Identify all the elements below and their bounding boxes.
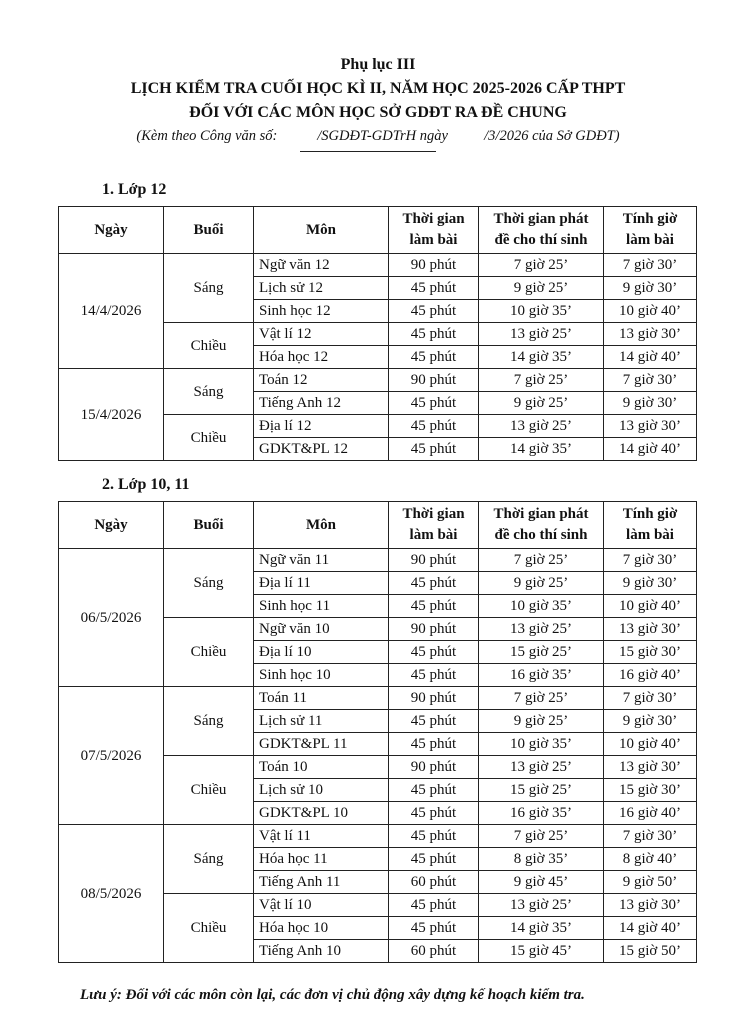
duration-cell: 45 phút (389, 277, 479, 300)
distribute-time-cell: 7 giờ 25’ (479, 369, 604, 392)
schedule-table-grade12 (58, 206, 697, 461)
duration-cell: 45 phút (389, 415, 479, 438)
distribute-time-cell: 10 giờ 35’ (479, 733, 604, 756)
table-row (59, 825, 697, 848)
distribute-time-cell: 7 giờ 25’ (479, 687, 604, 710)
exam-date: 07/5/2026 (59, 687, 164, 825)
header-subject: Môn (254, 502, 389, 549)
exam-session: Sáng (164, 549, 254, 618)
distribute-time-cell: 13 giờ 25’ (479, 894, 604, 917)
subject-cell: Địa lí 12 (254, 415, 389, 438)
duration-cell: 45 phút (389, 894, 479, 917)
distribute-time-cell: 9 giờ 25’ (479, 392, 604, 415)
start-time-cell: 7 giờ 30’ (604, 369, 697, 392)
exam-session: Chiều (164, 894, 254, 963)
subject-cell: GDKT&PL 12 (254, 438, 389, 461)
start-time-cell: 14 giờ 40’ (604, 438, 697, 461)
exam-session: Chiều (164, 618, 254, 687)
subject-cell: Ngữ văn 10 (254, 618, 389, 641)
distribute-time-cell: 15 giờ 25’ (479, 641, 604, 664)
header-session: Buổi (164, 207, 254, 254)
distribute-time-cell: 13 giờ 25’ (479, 415, 604, 438)
distribute-time-cell: 9 giờ 25’ (479, 572, 604, 595)
distribute-time-cell: 15 giờ 25’ (479, 779, 604, 802)
exam-date: 15/4/2026 (59, 369, 164, 461)
start-time-cell: 14 giờ 40’ (604, 917, 697, 940)
duration-cell: 60 phút (389, 871, 479, 894)
exam-session: Chiều (164, 323, 254, 369)
duration-cell: 45 phút (389, 323, 479, 346)
subject-cell: Hóa học 11 (254, 848, 389, 871)
footnote: Lưu ý: Đối với các môn còn lại, các đơn vị chủ động xây dựng kế hoạch kiểm tra. (80, 987, 585, 1003)
duration-cell: 45 phút (389, 917, 479, 940)
duration-cell: 60 phút (389, 940, 479, 963)
distribute-time-cell: 14 giờ 35’ (479, 438, 604, 461)
schedule-table-grade10-11 (58, 501, 697, 963)
subject-cell: GDKT&PL 10 (254, 802, 389, 825)
subject-cell: Hóa học 10 (254, 917, 389, 940)
exam-session: Sáng (164, 254, 254, 323)
document-title-line2: ĐỐI VỚI CÁC MÔN HỌC SỞ GDĐT RA ĐỀ CHUNG (189, 104, 567, 121)
start-time-cell: 9 giờ 30’ (604, 572, 697, 595)
subject-cell: Lịch sử 11 (254, 710, 389, 733)
exam-date: 08/5/2026 (59, 825, 164, 963)
subject-cell: Sinh học 11 (254, 595, 389, 618)
header-date: Ngày (59, 502, 164, 549)
distribute-time-cell: 9 giờ 25’ (479, 710, 604, 733)
exam-session: Sáng (164, 825, 254, 894)
subject-cell: Toán 12 (254, 369, 389, 392)
distribute-time-cell: 13 giờ 25’ (479, 756, 604, 779)
header-session: Buổi (164, 502, 254, 549)
duration-cell: 90 phút (389, 254, 479, 277)
distribute-time-cell: 9 giờ 45’ (479, 871, 604, 894)
table-header-row (59, 502, 697, 549)
section-title-grade10-11: 2. Lớp 10, 11 (102, 476, 190, 493)
subject-cell: Lịch sử 12 (254, 277, 389, 300)
header-start-time: Tính giờ làm bài (604, 207, 697, 254)
distribute-time-cell: 13 giờ 25’ (479, 618, 604, 641)
appendix-label: Phụ lục III (340, 56, 416, 73)
subject-cell: Toán 10 (254, 756, 389, 779)
reference-underline (300, 151, 436, 152)
duration-cell: 45 phút (389, 346, 479, 369)
duration-cell: 45 phút (389, 392, 479, 415)
start-time-cell: 9 giờ 50’ (604, 871, 697, 894)
header-duration: Thời gian làm bài (389, 207, 479, 254)
exam-date: 14/4/2026 (59, 254, 164, 369)
subject-cell: Lịch sử 10 (254, 779, 389, 802)
start-time-cell: 9 giờ 30’ (604, 392, 697, 415)
distribute-time-cell: 16 giờ 35’ (479, 664, 604, 687)
start-time-cell: 13 giờ 30’ (604, 756, 697, 779)
distribute-time-cell: 15 giờ 45’ (479, 940, 604, 963)
subject-cell: Vật lí 11 (254, 825, 389, 848)
header-subject: Môn (254, 207, 389, 254)
duration-cell: 45 phút (389, 664, 479, 687)
duration-cell: 90 phút (389, 687, 479, 710)
duration-cell: 90 phút (389, 618, 479, 641)
subject-cell: Ngữ văn 11 (254, 549, 389, 572)
start-time-cell: 16 giờ 40’ (604, 802, 697, 825)
duration-cell: 45 phút (389, 710, 479, 733)
distribute-time-cell: 7 giờ 25’ (479, 549, 604, 572)
exam-date: 06/5/2026 (59, 549, 164, 687)
start-time-cell: 15 giờ 50’ (604, 940, 697, 963)
exam-session: Sáng (164, 369, 254, 415)
subject-cell: Tiếng Anh 11 (254, 871, 389, 894)
start-time-cell: 13 giờ 30’ (604, 323, 697, 346)
duration-cell: 45 phút (389, 779, 479, 802)
duration-cell: 45 phút (389, 572, 479, 595)
distribute-time-cell: 10 giờ 35’ (479, 595, 604, 618)
duration-cell: 45 phút (389, 733, 479, 756)
start-time-cell: 10 giờ 40’ (604, 595, 697, 618)
distribute-time-cell: 9 giờ 25’ (479, 277, 604, 300)
duration-cell: 45 phút (389, 825, 479, 848)
distribute-time-cell: 7 giờ 25’ (479, 825, 604, 848)
subject-cell: Sinh học 12 (254, 300, 389, 323)
table-row (59, 549, 697, 572)
subject-cell: Ngữ văn 12 (254, 254, 389, 277)
duration-cell: 45 phút (389, 438, 479, 461)
duration-cell: 90 phút (389, 369, 479, 392)
table-row (59, 254, 697, 277)
start-time-cell: 15 giờ 30’ (604, 779, 697, 802)
subject-cell: Hóa học 12 (254, 346, 389, 369)
subject-cell: Sinh học 10 (254, 664, 389, 687)
subject-cell: Địa lí 10 (254, 641, 389, 664)
table-row (59, 687, 697, 710)
table-header-row (59, 207, 697, 254)
distribute-time-cell: 7 giờ 25’ (479, 254, 604, 277)
start-time-cell: 10 giờ 40’ (604, 300, 697, 323)
exam-session: Sáng (164, 687, 254, 756)
duration-cell: 45 phút (389, 641, 479, 664)
start-time-cell: 16 giờ 40’ (604, 664, 697, 687)
distribute-time-cell: 10 giờ 35’ (479, 300, 604, 323)
start-time-cell: 8 giờ 40’ (604, 848, 697, 871)
duration-cell: 90 phút (389, 549, 479, 572)
duration-cell: 45 phút (389, 848, 479, 871)
exam-session: Chiều (164, 756, 254, 825)
subject-cell: Địa lí 11 (254, 572, 389, 595)
distribute-time-cell: 8 giờ 35’ (479, 848, 604, 871)
start-time-cell: 7 giờ 30’ (604, 687, 697, 710)
distribute-time-cell: 14 giờ 35’ (479, 346, 604, 369)
start-time-cell: 13 giờ 30’ (604, 618, 697, 641)
header-distribute-time: Thời gian phát đề cho thí sinh (479, 502, 604, 549)
header-date: Ngày (59, 207, 164, 254)
reference-line: (Kèm theo Công văn số: /SGDĐT-GDTrH ngày /3/2026 của Sở GDĐT) (136, 128, 620, 144)
subject-cell: GDKT&PL 11 (254, 733, 389, 756)
document-title-line1: LỊCH KIỂM TRA CUỐI HỌC KÌ II, NĂM HỌC 2025-2026 CẤP THPT (130, 80, 626, 97)
duration-cell: 90 phút (389, 756, 479, 779)
start-time-cell: 15 giờ 30’ (604, 641, 697, 664)
duration-cell: 45 phút (389, 802, 479, 825)
subject-cell: Vật lí 12 (254, 323, 389, 346)
duration-cell: 45 phút (389, 300, 479, 323)
start-time-cell: 7 giờ 30’ (604, 254, 697, 277)
distribute-time-cell: 14 giờ 35’ (479, 917, 604, 940)
duration-cell: 45 phút (389, 595, 479, 618)
start-time-cell: 13 giờ 30’ (604, 894, 697, 917)
table-row (59, 369, 697, 392)
header-start-time: Tính giờ làm bài (604, 502, 697, 549)
section-title-grade12: 1. Lớp 12 (102, 181, 167, 198)
start-time-cell: 10 giờ 40’ (604, 733, 697, 756)
start-time-cell: 7 giờ 30’ (604, 825, 697, 848)
start-time-cell: 14 giờ 40’ (604, 346, 697, 369)
subject-cell: Toán 11 (254, 687, 389, 710)
subject-cell: Tiếng Anh 10 (254, 940, 389, 963)
start-time-cell: 13 giờ 30’ (604, 415, 697, 438)
start-time-cell: 9 giờ 30’ (604, 277, 697, 300)
exam-session: Chiều (164, 415, 254, 461)
start-time-cell: 7 giờ 30’ (604, 549, 697, 572)
distribute-time-cell: 13 giờ 25’ (479, 323, 604, 346)
subject-cell: Tiếng Anh 12 (254, 392, 389, 415)
distribute-time-cell: 16 giờ 35’ (479, 802, 604, 825)
start-time-cell: 9 giờ 30’ (604, 710, 697, 733)
subject-cell: Vật lí 10 (254, 894, 389, 917)
header-duration: Thời gian làm bài (389, 502, 479, 549)
header-distribute-time: Thời gian phát đề cho thí sinh (479, 207, 604, 254)
